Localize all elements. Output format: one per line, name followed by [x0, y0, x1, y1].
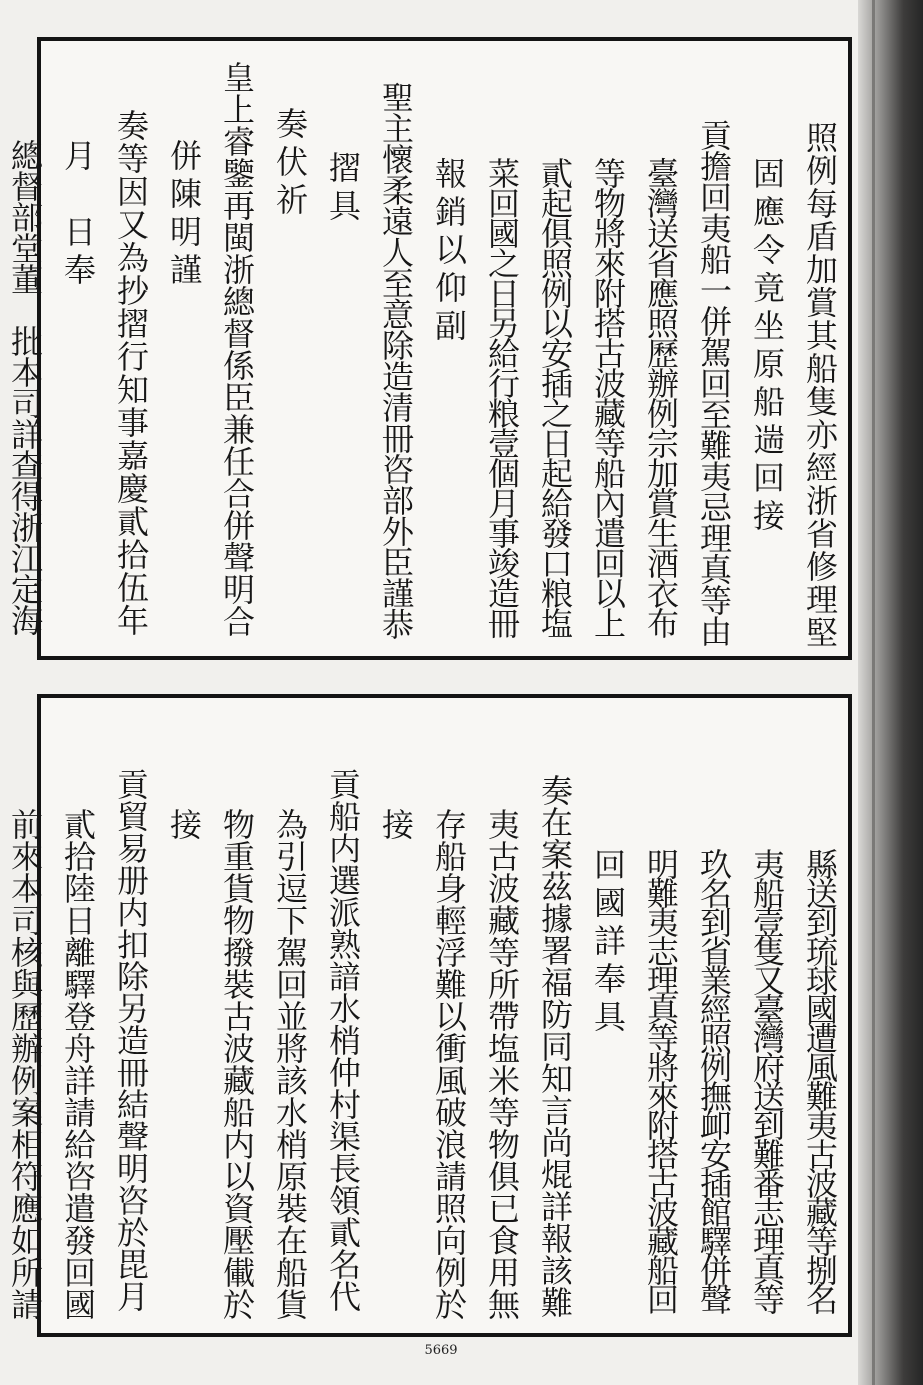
text-column: 玖名到省業經照例撫卹安插館驛併聲	[695, 848, 733, 1312]
bottom-text-panel	[6, 694, 852, 1337]
text-column: 臺灣送省應照歷辦例宗加賞生酒衣布	[642, 157, 680, 637]
text-column: 摺具	[324, 151, 362, 227]
text-column: 皇上睿鑒再閩浙總督係臣兼任合併聲明合	[218, 61, 256, 637]
text-column: 等物將來附搭古波藏等船內遣回以上	[589, 157, 627, 637]
text-column: 回國詳奉具	[589, 848, 627, 1038]
text-column: 夷船壹隻又臺灣府送到難番志理真等	[748, 848, 786, 1312]
text-column: 接	[165, 808, 203, 846]
text-column: 前來本司核與歷辦例案相符應如所請	[6, 808, 44, 1320]
text-column: 照例每盾加賞其船隻亦經浙省修理堅	[801, 121, 839, 649]
text-column: 固應令竟坐原船遄回接	[748, 157, 786, 537]
text-column: 接	[377, 808, 415, 846]
text-column: 奏在案茲據署福防同知言尚焜詳報該難	[536, 774, 574, 1318]
top-text-panel	[6, 37, 852, 660]
text-column: 月 日奉	[59, 139, 97, 291]
text-column: 貢船内選派熟諳水梢仲村渠長領貳名代	[324, 768, 362, 1312]
text-column: 明難夷志理真等將來附搭古波藏船回	[642, 848, 680, 1312]
text-column: 奏伏祈	[271, 107, 309, 221]
text-column: 貢貿易册内扣除另造冊結聲明咨於毘月	[112, 768, 150, 1312]
text-column: 聖主懷柔遠人至意除造清冊咨部外臣謹恭	[377, 81, 415, 639]
text-column: 報銷以仰副	[430, 157, 468, 347]
text-column: 菜回國之日另給行粮壹個月事竣造冊	[483, 157, 521, 637]
text-column: 為引逗下駕回並將該水梢原裝在船貨	[271, 808, 309, 1320]
text-column: 縣送到琉球國遭風難夷古波藏等捌名	[801, 848, 839, 1312]
text-column: 存船身輕浮難以衝風破浪請照向例於	[430, 808, 468, 1320]
book-binding-edge	[858, 0, 923, 1385]
page-number: 5669	[424, 1343, 458, 1358]
text-column: 貳拾陸日離驛登舟詳請給咨遣發回國	[59, 808, 97, 1320]
text-column: 貢擔回夷船一併駕回至難夷忌理真等由	[695, 119, 733, 646]
text-column: 物重貨物撥裝古波藏船内以資壓儎於	[218, 808, 256, 1320]
text-column: 奏等因又為抄摺行知事嘉慶貳拾伍年	[112, 109, 150, 637]
text-column: 總督部堂董 批本司詳查得浙江定海	[6, 139, 44, 635]
text-column: 夷古波藏等所帶塩米等物俱已食用無	[483, 808, 521, 1320]
text-column: 併陳明謹	[165, 139, 203, 291]
text-column: 貳起俱照例以安插之日起給發口粮塩	[536, 157, 574, 637]
